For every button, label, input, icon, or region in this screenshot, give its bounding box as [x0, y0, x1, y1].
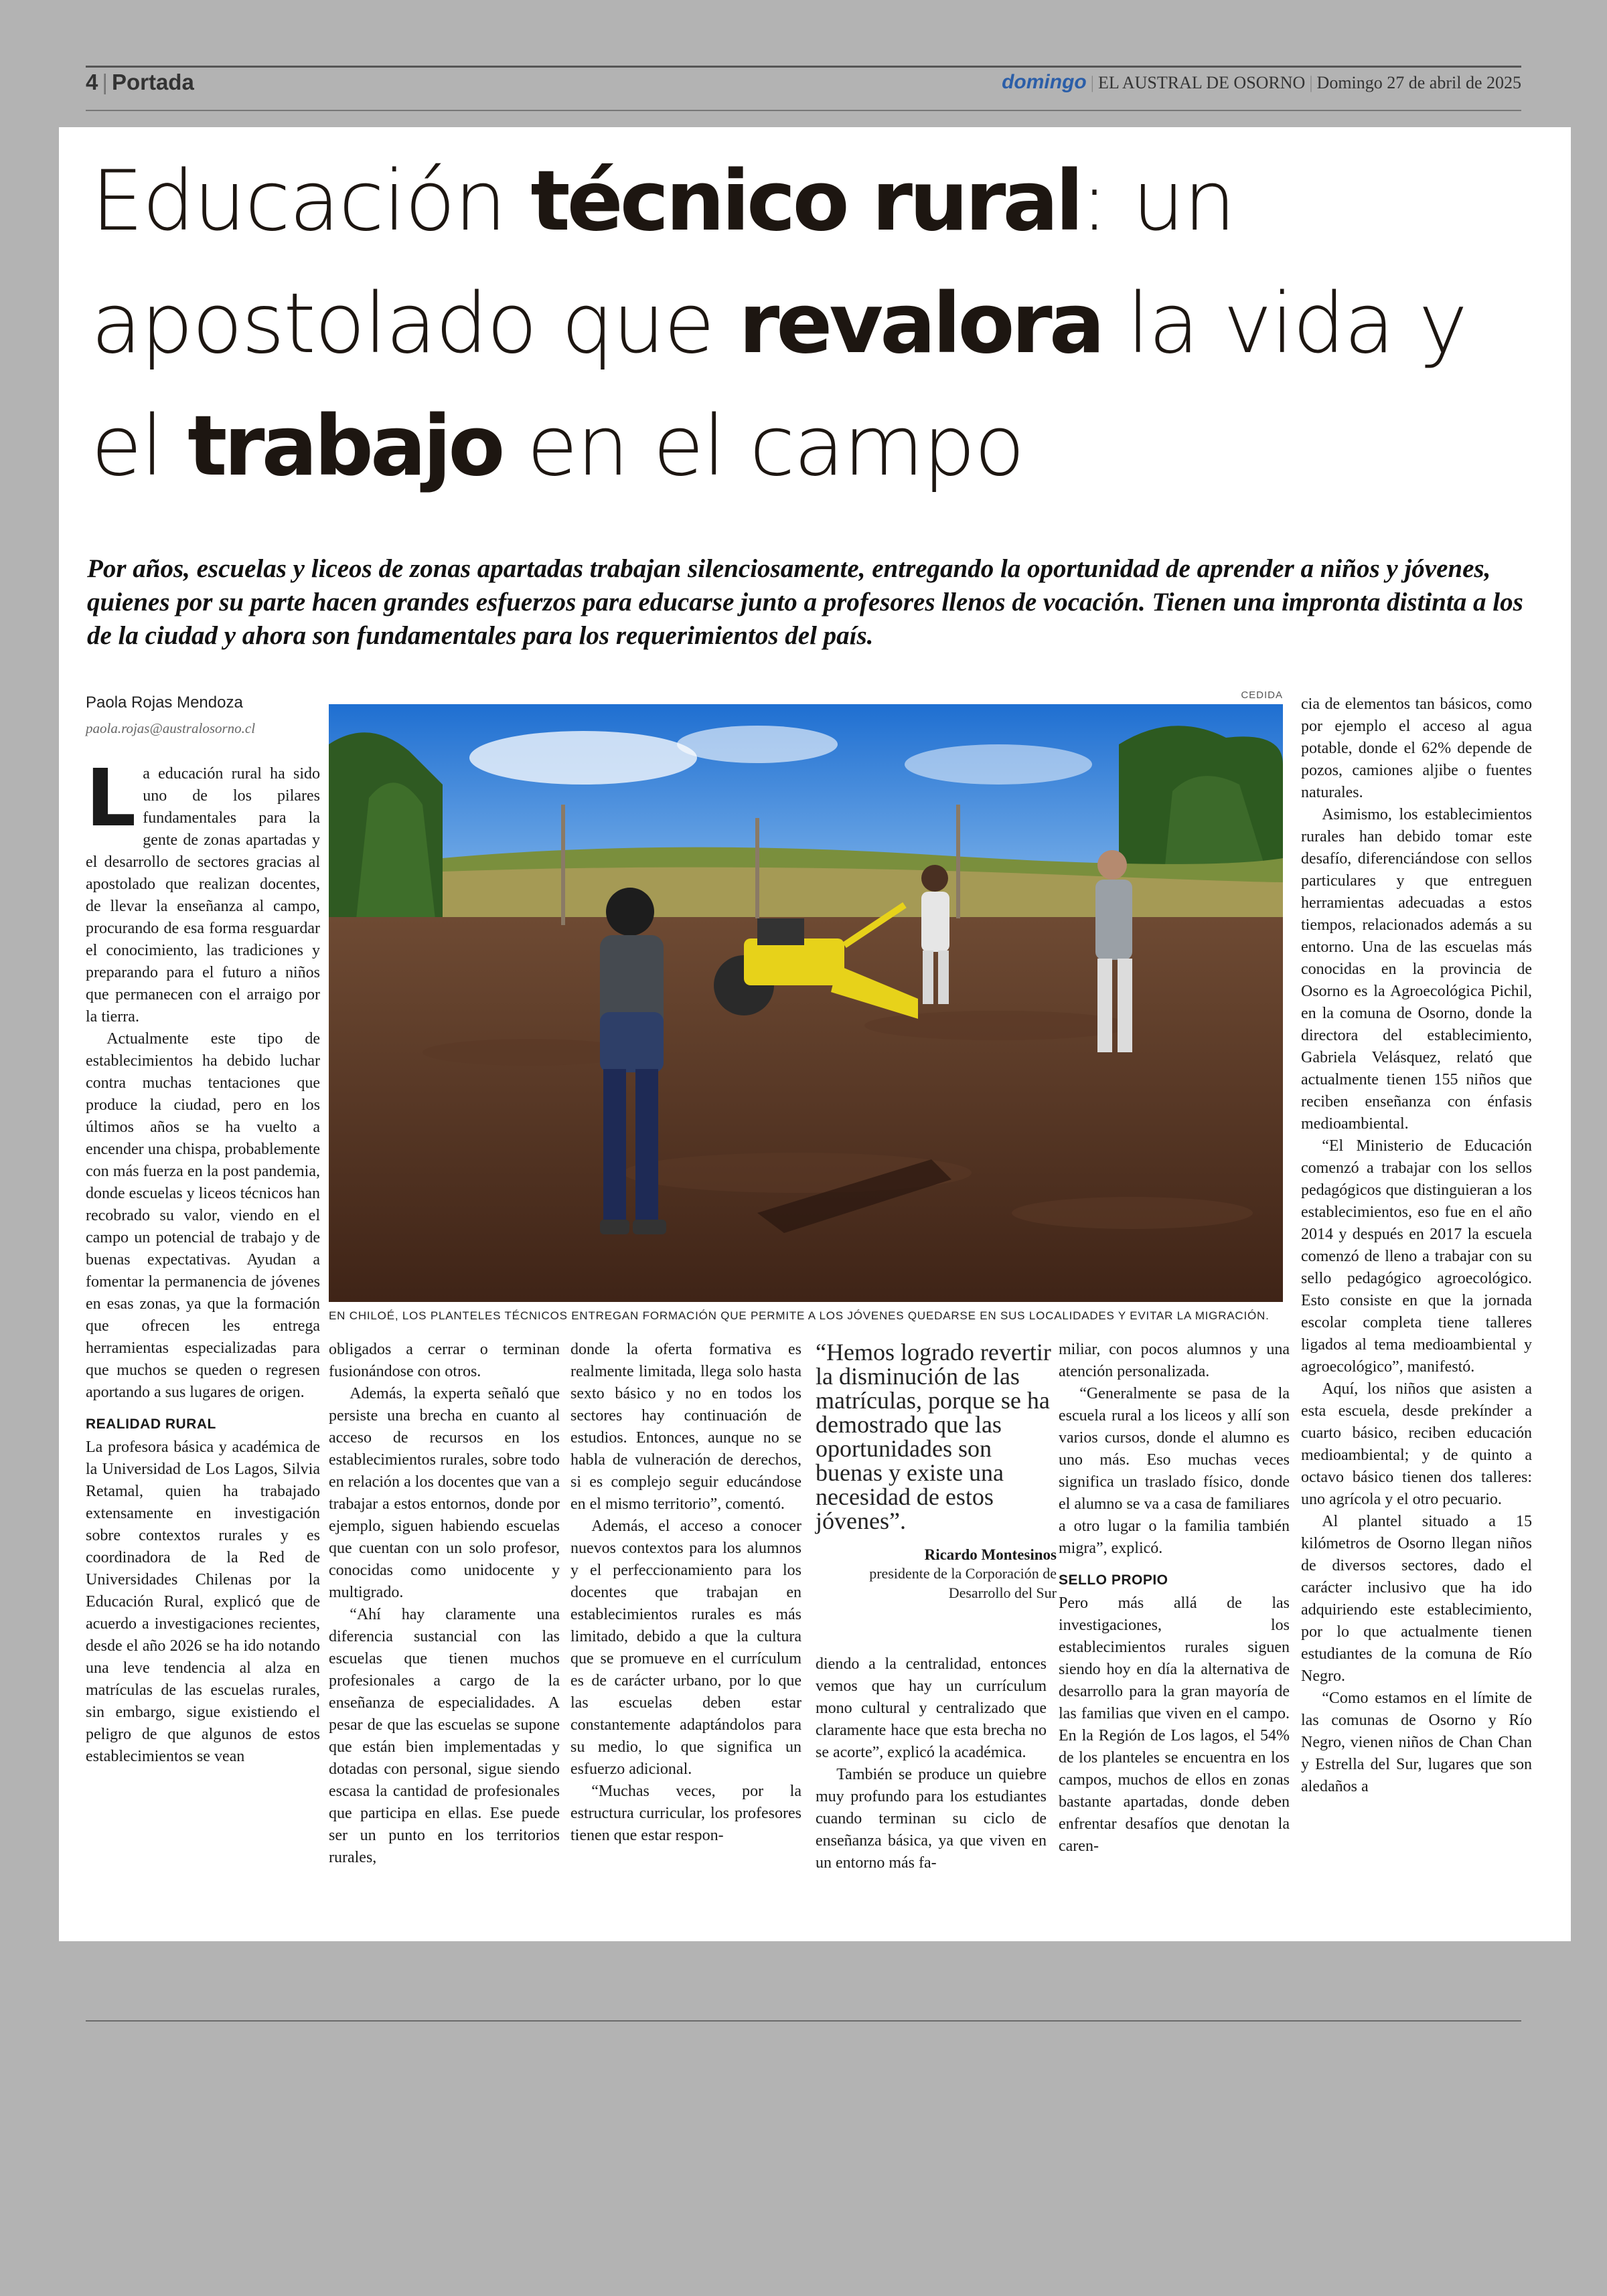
author-email[interactable]: paola.rojas@australosorno.cl [86, 720, 256, 736]
paragraph: También se produce un quiebre muy profundo para los estudiantes cuando terminan su ciclo de enseñanza básica, ya que viven en un entorno más fa- [816, 1766, 1047, 1872]
column-2 [329, 1339, 560, 1869]
headline-bold: técnico rural [530, 153, 1081, 250]
paragraph: obligados a cerrar o terminan fusionándose con otros. [329, 1341, 560, 1380]
article-page [59, 127, 1571, 1941]
page-number: 4 [86, 70, 98, 94]
masthead-info: domingo | EL AUSTRAL DE OSORNO | Domingo 27 de abril de 2025 [1002, 71, 1521, 93]
column-1 [86, 752, 320, 1768]
column-3 [570, 1339, 801, 1847]
paragraph [86, 752, 320, 1028]
paragraph: La profesora básica y académica de la Universidad de Los Lagos, Silvia Retamal, quien ha trabajado extensamente en investigación sobre contextos rurales y es coordinadora de la Red de Universidades Chilenas por la Educación Rural, explicó que de acuerdo a investigaciones recientes, desde el año 2026 se ha ido notando una leve tendencia al alza en matrículas de las escuelas rurales, sin embargo, sigue existiendo el peligro de que algunos de estos establecimientos se vean [86, 1439, 320, 1765]
paragraph: Al plantel situado a 15 kilómetros de Osorno llegan niños de diversos sectores, dado el carácter inclusivo que ha ido adquiriendo este establecimiento, por lo que actualmente tienen estudiantes de la comuna de Río Negro. [1301, 1513, 1532, 1685]
paragraph-text: a educación rural ha sido uno de los pilares fundamentales para la gente de zonas apartadas y el desarrollo de sectores gracias al apostolado que realizan docentes, de llevar la enseñanza al campo, procurando de esa forma resguardar el conocimiento, las tradiciones y preparando para el futuro a niños que permanecen con el arraigo por la tierra. [86, 765, 320, 1026]
farm-photo [329, 704, 1283, 1302]
paragraph: Además, la experta señaló que persiste una brecha en cuanto al acceso de recursos en los establecimientos rurales, sobre todo en relación a los docentes que van a trabajar a estos entornos, donde por ejemplo, siguen habiendo escuelas que cuentan con un solo profesor, conocidas como unidocente y multigrado. [329, 1385, 560, 1601]
paragraph: cia de elementos tan básicos, como por ejemplo el acceso al agua potable, donde el 62% depende de pozos, camiones aljibe o fuentes naturales. [1301, 695, 1532, 801]
column-5 [1059, 1339, 1290, 1858]
edition-label: domingo [1002, 71, 1087, 93]
paragraph: “Muchas veces, por la estructura curricular, los profesores tienen que estar respon- [570, 1783, 801, 1844]
headline-part: en el campo [502, 398, 1024, 495]
paragraph: diendo a la centralidad, entonces vemos que hay un currículum mono cultural y centralizado que claramente hace que esta brecha no se acorte”, explicó la académica. [816, 1655, 1047, 1761]
pull-quote-text: “Hemos logrado revertir la disminución de las matrículas, porque se ha demostrado que las oportunidades son buenas y existe una necesidad de estos jóvenes”. [816, 1339, 1051, 1534]
byline [86, 693, 327, 737]
subheading: SELLO PROPIO [1059, 1572, 1168, 1588]
paragraph: Aquí, los niños que asisten a esta escuela, desde prekínder a cuarto básico, reciben educación medioambiental; y de quinto a octavo básico tienen dos talleres: uno agrícola y el otro pecuario. [1301, 1380, 1532, 1508]
header-rule [86, 110, 1521, 111]
photo-credit: CEDIDA [1241, 689, 1283, 701]
paragraph: “Ahí hay claramente una diferencia sustancial con las escuelas que tienen muchos profesionales a cargo de la enseñanza de especialidades. A pesar de que las escuelas se supone que están bien implementadas y dotadas con personal, sigue siendo escasa la cantidad de profesionales que participa en ellas. Ese puede ser un punto en los territorios rurales, [329, 1606, 560, 1866]
headline-bold: revalora [739, 276, 1102, 372]
photo-block [329, 689, 1283, 1432]
author-name: Paola Rojas Mendoza [86, 693, 243, 712]
paragraph: miliar, con pocos alumnos y una atención personalizada. [1059, 1341, 1290, 1380]
pull-quote-role: presidente de la Corporación de Desarrollo del Sur [869, 1565, 1057, 1601]
headline-bold: trabajo [187, 398, 502, 495]
pull-quote-author: Ricardo Montesinos [924, 1546, 1057, 1563]
photo-caption: EN CHILOÉ, LOS PLANTELES TÉCNICOS ENTREGAN FORMACIÓN QUE PERMITE A LOS JÓVENES QUEDARSE EN SUS LOCALIDADES Y EVITAR LA MIGRACIÓN. [329, 1309, 1270, 1322]
paragraph: “Como estamos en el límite de las comunas de Osorno y Río Negro, vienen niños de Chan Chan y Estrella del Sur, lugares que son aledaños a [1301, 1690, 1532, 1795]
paragraph: donde la oferta formativa es realmente limitada, llega solo hasta sexto básico y no en todos los sectores hay continuación de estudios. Entonces, aunque no se habla de vulneración de derechos, si es complejo seguir educándose en el mismo territorio”, comentó. [570, 1341, 801, 1513]
paragraph: “El Ministerio de Educación comenzó a trabajar con los sellos pedagógicos que distinguieran a los establecimientos, eso fue en el año 2014 y después en 2017 la escuela comenzó de lleno a trabajar con su sello pedagógico agroecológico. Esto consiste en que la jornada escolar completa tiene talleres ligados al tema medioambiental y agroecológico”, manifestó. [1301, 1137, 1532, 1376]
top-rule [86, 66, 1521, 68]
section-label: 4 | Portada [86, 70, 194, 94]
paper-name: EL AUSTRAL DE OSORNO [1097, 73, 1306, 92]
headline-part: : un apostolado que [91, 153, 1235, 372]
headline-part: la vida y el [91, 276, 1466, 495]
issue-date: Domingo 27 de abril de 2025 [1316, 73, 1521, 92]
paragraph: Actualmente este tipo de establecimientos ha debido luchar contra muchas tentaciones que produce la ciudad, pero en los últimos años se ha vuelto a encender una chispa, probablemente con más fuerza en la post pandemia, donde escuelas y liceos técnicos han recobrado su valor, viendo en el campo un potencial de trabajo y de buenas expectativas. Ayudan a fomentar la permanencia de jóvenes en esas zonas, ya que la formación que ofrecen les entrega herramientas especializadas para que muchos se queden o regresen aportando a sus lugares de origen. [86, 1030, 320, 1401]
pull-quote [816, 1340, 1057, 1603]
lead-paragraph: Por años, escuelas y liceos de zonas apartadas trabajan silenciosamente, entregando la oportunidad de aprender a niños y jóvenes, quienes por su parte hacen grandes esfuerzos para educarse junto a profesores llenos de vocación. Tienen una impronta distinta a los de la ciudad y ahora son fundamentales para los requerimientos del país. [87, 554, 1523, 650]
subheading: REALIDAD RURAL [86, 1416, 216, 1432]
column-4 [816, 1653, 1047, 1874]
headline-part: Educación [91, 153, 531, 250]
bottom-rule [86, 2020, 1521, 2022]
paragraph: “Generalmente se pasa de la escuela rural a los liceos y allí son varios cursos, donde el alumno es uno más. Eso muchas veces significa un traslado físico, donde el alumno se va a casa de familiares a otro lugar o la familia también migra”, explicó. [1059, 1385, 1290, 1557]
paragraph: Asimismo, los establecimientos rurales han debido tomar este desafío, diferenciándose con sellos particulares y que entreguen herramientas adecuadas a estos tiempos, relacionados además a su entorno. Una de las escuelas más conocidas en la provincia de Osorno es la Agroecológica Pichil, en la comuna de Osorno, donde la directora del establecimiento, Gabriela Velásquez, relató que actualmente tienen 155 niños que reciben enseñanza con énfasis medioambiental. [1301, 806, 1532, 1133]
headline [91, 141, 1551, 508]
paragraph: Además, el acceso a conocer nuevos contextos para los alumnos y el perfeccionamiento para los docentes que trabajan en establecimientos rurales es más limitado, debido a que la cultura que se promueve en el currículum es de carácter urbano, por lo que las escuelas deben estar constantemente adaptándolos para su medio, lo que significa un esfuerzo adicional. [570, 1518, 801, 1778]
paragraph: Pero más allá de las investigaciones, los establecimientos rurales siguen siendo hoy en día la alternativa de desarrollo para la gran mayoría de las familias que viven en el campo. En la Región de Los lagos, el 54% de los planteles se encuentra en los campos, muchos de ellos en zonas bastante apartadas, donde deben enfrentar desafíos que denotan la caren- [1059, 1594, 1290, 1855]
drop-cap: L [86, 752, 137, 844]
column-6 [1301, 693, 1532, 1798]
section-name: Portada [111, 70, 194, 94]
page-header [86, 70, 1521, 110]
